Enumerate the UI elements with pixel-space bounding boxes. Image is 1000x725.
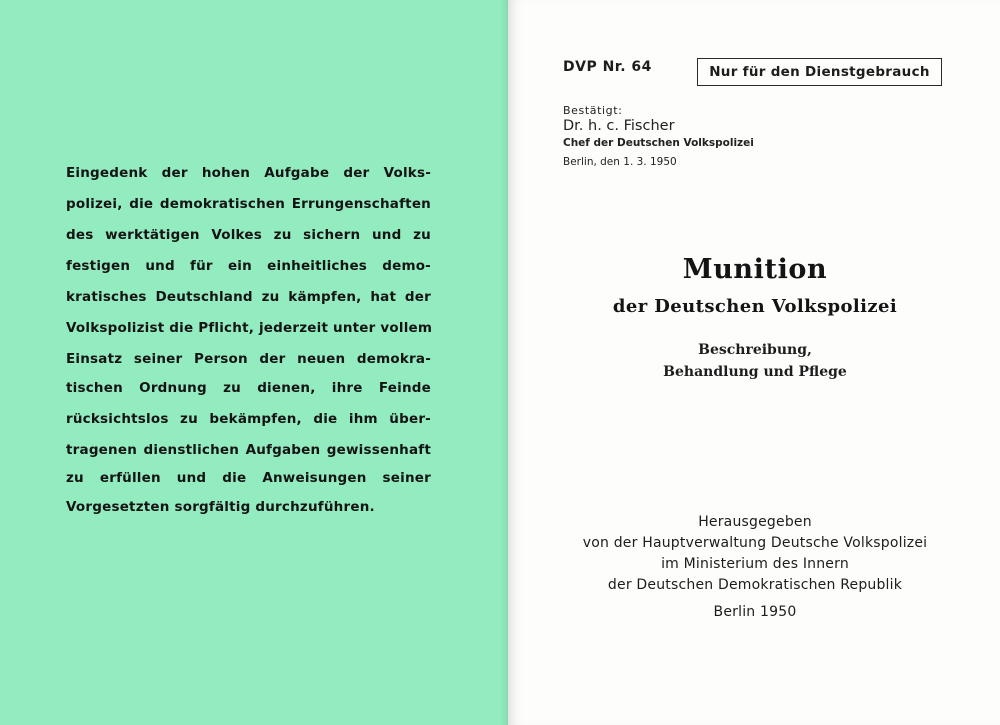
document-subtitle: der Deutschen Volkspolizei — [612, 296, 898, 317]
approver-name: Dr. h. c. Fischer — [563, 118, 675, 134]
document-number: DVP Nr. 64 — [563, 59, 652, 75]
pledge-line: Einsatz seiner Person der neuen demokra- — [66, 351, 431, 367]
approval-label: Bestätigt: — [563, 104, 623, 117]
publisher-line: der Deutschen Demokratischen Republik — [607, 577, 903, 593]
page-fold-shadow — [500, 0, 508, 725]
pledge-line: Vorgesetzten sorgfältig durchzuführen. — [66, 499, 375, 515]
publisher-line: Herausgegeben — [698, 514, 812, 530]
pledge-line: Eingedenk der hohen Aufgabe der Volks- — [66, 165, 431, 181]
approver-role: Chef der Deutschen Volkspolizei — [563, 137, 754, 149]
pledge-line: des werktätigen Volkes zu sichern und zu — [66, 227, 431, 243]
approval-place-date: Berlin, den 1. 3. 1950 — [563, 156, 677, 168]
restricted-use-label: Nur für den Dienstgebrauch — [709, 64, 930, 80]
publisher-line: von der Hauptverwaltung Deutsche Volkspolizei — [582, 535, 928, 551]
description-line: Behandlung und Pflege — [663, 364, 847, 380]
pledge-line: Volkspolizist die Pflicht, jederzeit unter vollem — [66, 320, 433, 336]
pledge-line: polizei, die demokratischen Errungenschaften — [66, 196, 431, 212]
restricted-use-box — [697, 58, 942, 86]
pledge-line: tragenen dienstlichen Aufgaben gewissenhaft — [66, 442, 431, 458]
pledge-line: rücksichtslos zu bekämpfen, die ihm über- — [66, 411, 431, 427]
pledge-line: zu erfüllen und die Anweisungen seiner — [66, 470, 431, 486]
right-page-title — [508, 0, 1000, 725]
pledge-line: kratisches Deutschland zu kämpfen, hat der — [66, 289, 431, 305]
pledge-line: tischen Ordnung zu dienen, ihre Feinde — [66, 380, 431, 396]
pledge-line: festigen und für ein einheitliches demo- — [66, 258, 431, 274]
description-line: Beschreibung, — [698, 342, 812, 358]
document-title: Munition — [682, 254, 828, 285]
publisher-line: im Ministerium des Innern — [661, 556, 849, 572]
place-year: Berlin 1950 — [713, 604, 797, 620]
